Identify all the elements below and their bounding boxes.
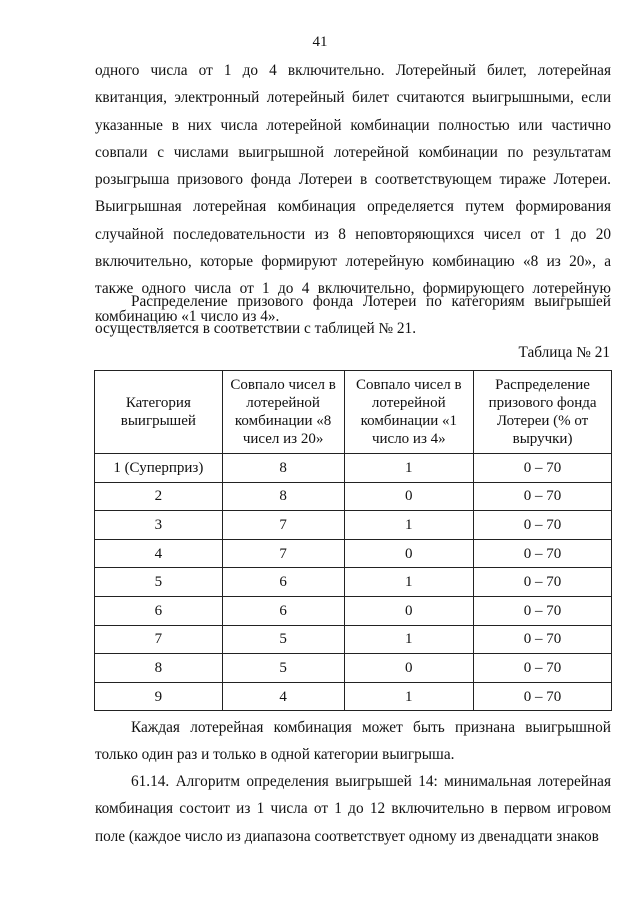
cell-category: 6	[95, 596, 223, 625]
table-row	[95, 539, 612, 568]
cell-prize-share: 0 – 70	[474, 596, 612, 625]
cell-match-8-of-20: 4	[222, 682, 344, 711]
cell-match-1-of-4: 1	[344, 454, 474, 483]
cell-match-8-of-20: 5	[222, 654, 344, 683]
cell-category: 8	[95, 654, 223, 683]
cell-match-8-of-20: 7	[222, 539, 344, 568]
table-caption: Таблица № 21	[518, 344, 610, 361]
cell-prize-share: 0 – 70	[474, 625, 612, 654]
cell-match-8-of-20: 6	[222, 596, 344, 625]
page-number: 41	[312, 34, 328, 50]
cell-match-8-of-20: 8	[222, 482, 344, 511]
paragraph-lottery-combination: одного числа от 1 до 4 включительно. Лотерейный билет, лотерейная квитанция, электронный лотерейный билет считаются выигрышными, если указанные в них числа лотерейной комбинации полностью или частично совпали с числами выигрышной лотерейной комбинации по результатам розыгрыша призового фонда Лотереи в соответствующем тираже Лотереи. Выигрышная лотерейная комбинация определяется путем формирования случайной последовательности из 8 неповторяющихся чисел от 1 до 20 включительно, которые формируют лотерейную комбинацию «8 из 20», а также одного числа от 1 до 4 включительно, формирующего лотерейную комбинацию «1 число из 4».	[95, 62, 611, 325]
cell-match-1-of-4: 1	[344, 511, 474, 540]
cell-match-1-of-4: 0	[344, 654, 474, 683]
table-header-row	[95, 371, 612, 454]
cell-match-1-of-4: 0	[344, 596, 474, 625]
header-category: Категория выигрышей	[95, 371, 223, 454]
cell-prize-share: 0 – 70	[474, 454, 612, 483]
cell-prize-share: 0 – 70	[474, 654, 612, 683]
table-row	[95, 596, 612, 625]
cell-prize-share: 0 – 70	[474, 482, 612, 511]
cell-match-1-of-4: 1	[344, 625, 474, 654]
cell-match-1-of-4: 1	[344, 568, 474, 597]
table-row	[95, 625, 612, 654]
paragraph-single-category-rule: Каждая лотерейная комбинация может быть признана выигрышной только один раз и только в одной категории выигрыша.	[95, 719, 611, 764]
cell-category: 4	[95, 539, 223, 568]
cell-category: 9	[95, 682, 223, 711]
prize-distribution-table	[94, 370, 612, 711]
cell-category: 2	[95, 482, 223, 511]
cell-match-8-of-20: 7	[222, 511, 344, 540]
cell-category: 7	[95, 625, 223, 654]
cell-match-8-of-20: 8	[222, 454, 344, 483]
table-row	[95, 682, 612, 711]
table-row	[95, 482, 612, 511]
table-row	[95, 654, 612, 683]
cell-prize-share: 0 – 70	[474, 568, 612, 597]
cell-match-8-of-20: 5	[222, 625, 344, 654]
table-row	[95, 454, 612, 483]
cell-match-1-of-4: 0	[344, 539, 474, 568]
paragraph-algorithm-14: 61.14. Алгоритм определения выигрышей 14: минимальная лотерейная комбинация состоит из 1 числа от 1 до 12 включительно в первом игровом поле (каждое число из диапазона соответствует одному из двенадцати знаков	[95, 773, 611, 845]
cell-match-1-of-4: 1	[344, 682, 474, 711]
cell-category: 3	[95, 511, 223, 540]
header-prize-share: Распределение призового фонда Лотереи (% от выручки)	[474, 371, 612, 454]
cell-prize-share: 0 – 70	[474, 511, 612, 540]
cell-match-8-of-20: 6	[222, 568, 344, 597]
cell-prize-share: 0 – 70	[474, 539, 612, 568]
cell-prize-share: 0 – 70	[474, 682, 612, 711]
header-match-1-of-4: Совпало чисел в лотерейной комбинации «1 число из 4»	[344, 371, 474, 454]
header-match-8-of-20: Совпало чисел в лотерейной комбинации «8 чисел из 20»	[222, 371, 344, 454]
cell-match-1-of-4: 0	[344, 482, 474, 511]
paragraph-prize-distribution: Распределение призового фонда Лотереи по категориям выигрышей осуществляется в соответствии с таблицей № 21.	[95, 293, 611, 338]
table-row	[95, 568, 612, 597]
table-row	[95, 511, 612, 540]
cell-category: 1 (Суперприз)	[95, 454, 223, 483]
cell-category: 5	[95, 568, 223, 597]
